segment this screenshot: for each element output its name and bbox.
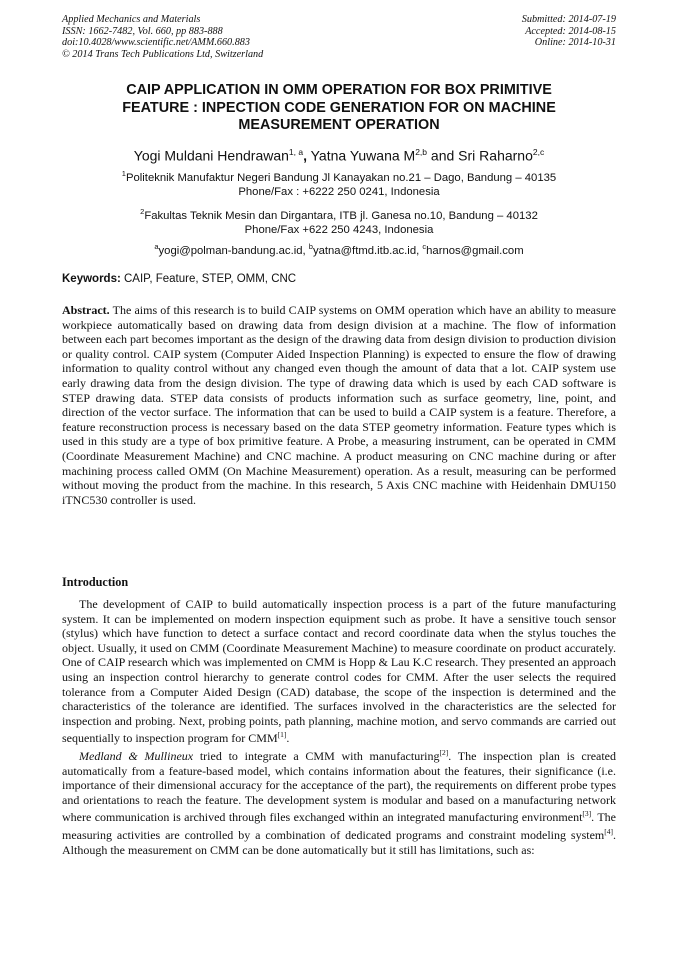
abstract-text: The aims of this research is to build CAIP systems on OMM operation which have an ability to measure workpiece automatically based on drawing data from design division at a machine. The flow of information between each part becomes important as the design of the drawing data from design division to production division or quality control. CAIP system (Computer Aided Inspection Planning) is expected to ensure the flow of drawing information to quality control without any changed even though the amount of data that a lot. CAIP system use early drawing data from the design division. The type of drawing data which is used by each CAD software is STEP drawing data. STEP data consists of products information such as surface geometry, line, point, and direction of the vector surface. The information that can be used to build a CAIP system is a feature. Therefore, a feature reconstruction process is necessary based on the data STEP geometry information. Feature types which is used in this study are a type of box primitive feature. A Probe, a measuring instrument, can be operated in CMM (Coordinate Measurement Machine) and CNC machine. A product measuring on CNC machine during or after machining process called OMM (On Machine Measurement) operation. As a result, measuring can be performed without moving the product from the machine. In this research, 5 Axis CNC machine with Heidenhain DMU150 iTNC530 controller is used. — [62, 303, 616, 507]
author-3-sup: 2,c — [532, 147, 545, 157]
keywords-label: Keywords: — [62, 273, 121, 285]
keywords-line — [62, 273, 616, 285]
email-b[interactable]: yatna@ftmd.itb.ac.id, — [312, 244, 423, 257]
journal-doi: doi:10.4028/www.scientific.net/AMM.660.883 — [62, 37, 250, 49]
intro-paragraph-1 — [62, 597, 616, 746]
author-list — [62, 143, 616, 165]
keywords-text: CAIP, Feature, STEP, OMM, CNC — [120, 273, 297, 285]
submitted-date: Submitted: 2014-07-19 — [521, 14, 616, 25]
intro-p2-text-b: . The inspection plan is created automatically from a feature-based model, which contains information about the features, their significance (i.e. importance of their dimensional accuracy for the acceptance of the part), the requirements on different probe types and orientations to reach the feature. The development system is modular and based on a manufacturing network where communication is archived through files exchanged within an integrated manufacturing environment — [62, 748, 617, 825]
accepted-date: Accepted: 2014-08-15 — [525, 25, 616, 37]
title-line-3: MEASUREMENT OPERATION — [238, 117, 440, 133]
affiliation-2-address: Fakultas Teknik Mesin dan Dirgantara, ITB jl. Ganesa no.10, Bandung – 40132 — [144, 209, 538, 222]
affiliation-1-address: Politeknik Manufaktur Negeri Bandung Jl Kanayakan no.21 – Dago, Bandung – 40135 — [125, 171, 557, 184]
email-a-sup: a — [154, 242, 159, 251]
intro-paragraph-2 — [62, 746, 616, 857]
citation-4[interactable]: [4] — [604, 826, 613, 836]
journal-copyright: © 2014 Trans Tech Publications Ltd, Switzerland — [62, 48, 264, 60]
affiliation-1-sup: 1 — [121, 169, 126, 178]
journal-name: Applied Mechanics and Materials — [62, 14, 201, 25]
journal-issn: ISSN: 1662-7482, Vol. 660, pp 883-888 — [62, 25, 223, 37]
author-separator: , — [303, 147, 307, 164]
title-line-1: CAIP APPLICATION IN OMM OPERATION FOR BOX PRIMITIVE — [126, 82, 552, 98]
email-b-sup: b — [308, 242, 313, 251]
email-c[interactable]: harnos@gmail.com — [426, 244, 524, 257]
intro-p1-text: The development of CAIP to build automatically inspection process is a part of the future manufacturing system. It can be implemented on modern inspection equipment such as probe. It have a sensitive touch sensor (stylus) which have function to detect a surface contact and record coordinate data when the stylus touches the object. Usually, it used on CMM (Coordinate Measurement Machine) to measure coordinate on product accurately. One of CAIP research which was implemented on CMM is Hopp & Lau K.C research. They presented an approach using an inspection control hierarchy to generate control codes for CMM. After the user selects the required tolerance from a Computer Aided Design (CAD) database, the scope of the inspection is determined and the characteristics of the tolerance are identified. The surfaces involved in the characteristics are the selected for inspection and probing. Next, probing points, path planning, machine motion, and servo commands are carried out sequentially to inspection program for CMM — [62, 597, 616, 746]
paper-title — [62, 82, 616, 135]
author-1-sup: 1, a — [288, 147, 304, 157]
intro-p2-authors: Medland & Mullineux — [79, 748, 194, 763]
abstract-section — [62, 303, 616, 507]
title-line-2: FEATURE : INPECTION CODE GENERATION FOR ON MACHINE — [122, 99, 556, 116]
intro-p1-end: . — [286, 731, 290, 746]
email-c-sup: c — [422, 242, 427, 251]
introduction-heading: Introduction — [62, 575, 129, 589]
author-emails — [62, 240, 616, 258]
citation-1[interactable]: [1] — [277, 730, 287, 740]
introduction-body — [62, 597, 616, 857]
intro-p2-text-a: tried to integrate a CMM with manufacturing — [193, 748, 440, 763]
affiliation-2-sup: 2 — [140, 207, 145, 216]
affiliation-1 — [62, 167, 616, 199]
citation-3[interactable]: [3] — [582, 809, 592, 819]
journal-header — [62, 14, 616, 60]
author-3-name: and Sri Raharno — [427, 147, 533, 164]
affiliation-2-phone: Phone/Fax +622 250 4243, Indonesia — [244, 224, 434, 237]
abstract-label: Abstract. — [62, 303, 110, 317]
author-2-sup: 2,b — [415, 147, 428, 157]
intro-p2-text-d: . Although the measurement on CMM can be done automatically but it still has limitations, such as: — [62, 827, 616, 857]
journal-info — [62, 14, 263, 60]
publication-dates — [522, 14, 616, 60]
author-2-name: Yatna Yuwana M — [307, 147, 416, 164]
citation-2[interactable]: [2] — [439, 747, 449, 757]
email-a[interactable]: yogi@polman-bandung.ac.id, — [158, 244, 309, 257]
intro-p2-text-c: . The measuring activities are controlled by a combination of dedicated programs and constraint modeling system — [62, 810, 616, 842]
online-date: Online: 2014-10-31 — [534, 37, 616, 49]
affiliation-1-phone: Phone/Fax : +6222 250 0241, Indonesia — [238, 186, 440, 199]
affiliation-2 — [62, 205, 616, 237]
author-1-name: Yogi Muldani Hendrawan — [133, 147, 289, 164]
